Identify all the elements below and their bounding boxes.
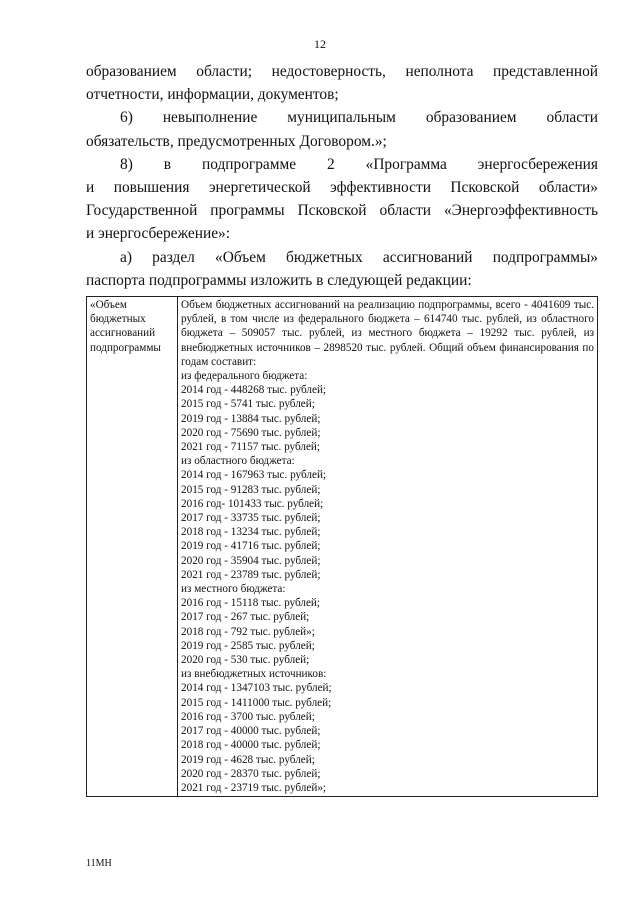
allocation-line: 2016 год- 101433 тыс. рублей; [181,497,324,510]
allocation-line: 2019 год - 41716 тыс. рублей; [181,540,321,553]
label-line: бюджетных [90,313,146,326]
allocation-line: 2018 год - 792 тыс. рублей»; [181,625,315,638]
paragraph-liability-continued [86,60,598,106]
allocation-line: 2014 год - 448268 тыс. рублей; [181,384,327,397]
allocation-line: 2018 год - 13234 тыс. рублей; [181,526,321,539]
page-number: 12 [314,37,326,51]
text-line: обязательств, предусмотренных Договором.»; [86,132,387,150]
allocation-line: 2020 год - 530 тыс. рублей; [181,654,310,667]
text-line: и энергосбережение»: [86,225,231,243]
allocation-line: 2020 год - 75690 тыс. рублей; [181,426,321,439]
allocation-line: 2015 год - 1411000 тыс. рублей; [181,696,332,709]
table-label-cell [87,297,178,797]
paragraph-item-a [86,246,598,292]
text-line: а) раздел «Объем бюджетных ассигнований подпрограммы» [120,248,598,266]
table-value-cell [178,297,598,797]
allocation-line: 2020 год - 28370 тыс. рублей; [181,767,321,780]
label-line: подпрограммы [90,341,161,354]
allocation-line: 2020 год - 35904 тыс. рублей; [181,554,321,567]
allocation-line: 2014 год - 167963 тыс. рублей; [181,469,327,482]
paragraph-item-6 [86,106,598,152]
allocation-line: 2015 год - 91283 тыс. рублей; [181,483,321,496]
label-line: «Объем [90,299,127,311]
paragraph-item-8 [86,153,598,246]
allocation-line: 2017 год - 267 тыс. рублей; [181,611,310,624]
allocation-line: 2019 год - 13884 тыс. рублей; [181,412,321,425]
allocation-line: 2014 год - 1347103 тыс. рублей; [181,682,332,695]
allocation-line: 2019 год - 2585 тыс. рублей; [181,639,315,652]
text-line: 8) в подпрограмме 2 «Программа энергосбережения [120,155,598,173]
table-row [87,297,598,797]
allocation-line: 2015 год - 5741 тыс. рублей; [181,398,315,411]
allocation-line: из внебюджетных источников: [181,668,327,681]
label-line: ассигнований [90,327,156,340]
allocation-summary: Объем бюджетных ассигнований на реализацию подпрограммы, всего - 4041609 тыс. рублей, в том числе из федерального бюджета – 614740 тыс. рублей, из областного бюджета – 509057 тыс. рублей, из местного бюджета – 19292 тыс. рублей, из внебюджетных источников – 2898520 тыс. рублей. Общий объем финансирования по годам составит: [181,299,594,368]
allocation-line: 2021 год - 71157 тыс. рублей; [181,441,321,454]
text-line: и повышения энергетической эффективности Псковской области» [86,179,598,197]
budget-allocation-table [86,296,598,797]
allocation-line: 2016 год - 3700 тыс. рублей; [181,710,315,723]
document-body [86,60,598,292]
text-line: отчетности, информации, документов; [86,86,339,104]
allocation-line: из местного бюджета: [181,583,286,596]
allocation-line: 2021 год - 23719 тыс. рублей»; [181,781,327,794]
text-line: 6) невыполнение муниципальным образованием области [120,109,598,127]
allocation-line: из федерального бюджета: [181,370,308,383]
allocation-line: 2019 год - 4628 тыс. рублей; [181,753,315,766]
allocation-line: 2021 год - 23789 тыс. рублей; [181,568,321,581]
text-line: образованием области; недостоверность, неполнота представленной [86,63,598,80]
allocation-line: 2016 год - 15118 тыс. рублей; [181,597,321,610]
footer-code: 11МН [86,858,112,869]
allocation-line: 2017 год - 33735 тыс. рублей; [181,512,321,525]
text-line: паспорта подпрограммы изложить в следующей редакции: [86,271,472,289]
text-line: Государственной программы Псковской области «Энергоэффективность [86,202,598,220]
allocation-breakdown [181,369,594,795]
allocation-line: 2018 год - 40000 тыс. рублей; [181,739,321,752]
allocation-line: 2017 год - 40000 тыс. рублей; [181,725,321,738]
allocation-line: из областного бюджета: [181,455,295,468]
